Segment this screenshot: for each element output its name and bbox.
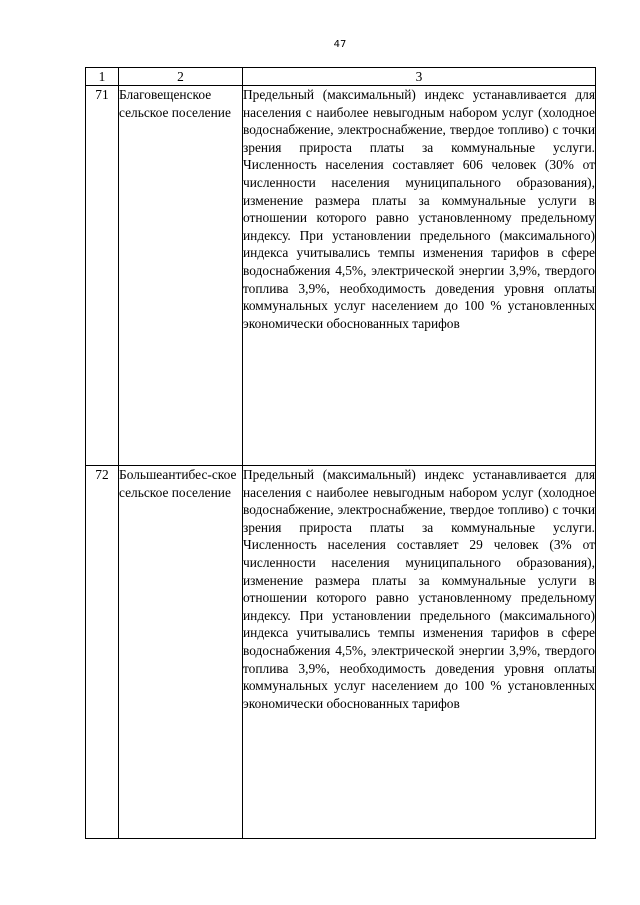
table-header-row [86,68,596,86]
table-row [86,466,596,839]
settlement-name: Большеантибес-ское сельское поселение [119,466,243,839]
header-col-3: 3 [243,68,596,86]
page-number: 47 [333,39,347,50]
index-description: Предельный (максимальный) индекс устанавливается для населения с наиболее невыгодным набором услуг (холодное водоснабжение, электроснабжение, твердое топливо) с точки зрения прироста платы за коммунальные услуги. Численность населения составляет 29 человек (3% от численности населения муниципального образования), изменение размера платы за коммунальные услуги в отношении которого равно установленному предельному индексу. При установлении предельного (максимального) индекса учитывались темпы изменения тарифов в сфере водоснабжения 4,5%, электрической энергии 3,9%, твердого топлива 3,9%, необходимость доведения уровня оплаты коммунальных услуг населением до 100 % установленных экономически обоснованных тарифов [243,466,596,839]
table-row [86,86,596,466]
settlement-name: Благовещенское сельское поселение [119,86,243,466]
row-number: 72 [86,466,119,839]
index-description: Предельный (максимальный) индекс устанавливается для населения с наиболее невыгодным набором услуг (холодное водоснабжение, электроснабжение, твердое топливо) с точки зрения прироста платы за коммунальные услуги. Численность населения составляет 606 человек (30% от численности населения муниципального образования), изменение размера платы за коммунальные услуги в отношении которого равно установленному предельному индексу. При установлении предельного (максимального) индекса учитывались темпы изменения тарифов в сфере водоснабжения 4,5%, электрической энергии 3,9%, твердого топлива 3,9%, необходимость доведения уровня оплаты коммунальных услуг населением до 100 % установленных экономически обоснованных тарифов [243,86,596,466]
header-col-2: 2 [119,68,243,86]
header-col-1: 1 [86,68,119,86]
document-table [85,67,596,839]
row-number: 71 [86,86,119,466]
